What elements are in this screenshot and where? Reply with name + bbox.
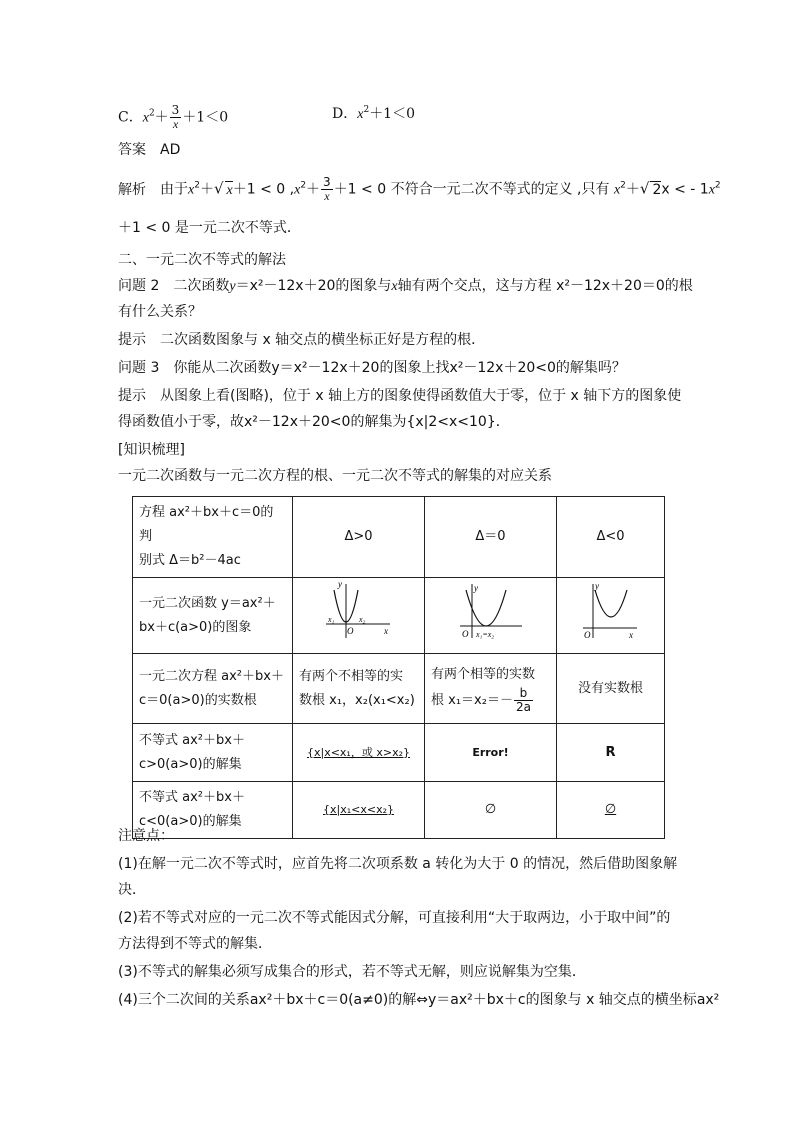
option-d: D．$x^2+1<0$ — [332, 105, 416, 122]
question-2-line-2: 有什么关系？ — [118, 304, 202, 320]
root-label-x2: x₂ — [358, 615, 365, 624]
analysis-line-2 — [118, 218, 301, 238]
analysis-line-1: 解析 由于$x^2+√$ x＋1 < 0 $,x^2+$ $\frac{3}{x}$ ＋1 < 0 不符合一元二次不等式的定义 ,只有 $x^2+√$ 2x < - $1x^2$ — [118, 175, 721, 203]
q3-eq: y＝x²－12x＋20 — [271, 360, 380, 376]
axis-label-x: x — [383, 626, 388, 636]
note-4-b: 的解⇔ — [388, 992, 428, 1008]
section-2-title: 二、一元二次不等式的解法 — [118, 252, 286, 268]
cell-text: 一元二次函数 y＝ax²＋ — [139, 595, 276, 611]
analysis-t2: ＋1 < 0 , — [232, 181, 295, 198]
option-d-label: D． — [332, 106, 358, 122]
option-c-tail: ＋1＜0 — [182, 109, 229, 126]
cell-text: 没有实数根 — [577, 680, 643, 696]
table-row — [133, 497, 665, 578]
table-cell — [425, 782, 557, 839]
analysis-label: 解析 — [118, 181, 146, 198]
hint-3-line-2 — [118, 412, 510, 432]
root-label-x1-x2: x₁=x₂ — [475, 630, 494, 639]
table-cell — [133, 578, 293, 654]
cell-text: 方程 ax²＋bx＋c＝0的判 — [139, 505, 274, 544]
axis-label-y: y — [473, 583, 478, 593]
table-cell — [557, 578, 665, 654]
table-cell — [293, 578, 425, 654]
table-cell — [425, 724, 557, 782]
note-2-line-1: (2)若不等式对应的一元二次不等式能因式分解，可直接利用“大于取两边，小于取中间”的 — [118, 910, 671, 926]
hint-2 — [118, 330, 485, 350]
origin-label: O — [583, 630, 590, 640]
cell-text: 根 x₁＝x₂＝－ — [431, 693, 513, 708]
option-c: C．$x^2+$ $\frac{3}{x}$ ＋1＜0 — [118, 103, 229, 131]
answer-value: AD — [160, 142, 181, 158]
table-row — [133, 782, 665, 839]
analysis-t5: ＋1 < 0 是一元二次不等式． — [118, 220, 301, 236]
cell-text: c<0(a>0)的解集 — [139, 814, 242, 829]
axis-label-y: y — [337, 582, 342, 589]
table-cell — [293, 654, 425, 724]
cell-text: R — [605, 744, 616, 760]
table-cell — [133, 497, 293, 578]
parabola-one-root-graph — [456, 582, 526, 640]
note-1-line-2: 决． — [118, 882, 146, 898]
q2-t1: 二次函数 — [173, 278, 230, 294]
note-4-eq2: y＝ax²＋bx＋c — [427, 992, 526, 1008]
q3-t3: 的解集吗？ — [555, 360, 626, 376]
table-cell — [133, 724, 293, 782]
hint-3-line-1 — [118, 386, 681, 406]
analysis-t1: 由于 — [160, 181, 188, 198]
axis-label-y: y — [594, 582, 599, 591]
note-3: (3)不等式的解集必须写成集合的形式，若不等式无解，则应说解集为空集． — [118, 964, 586, 980]
cell-text: 不等式 ax²＋bx＋ — [139, 790, 245, 805]
note-4-c: 的图象与 x 轴交点的横坐标 — [525, 992, 697, 1008]
cell-text: Δ＝0 — [475, 529, 506, 544]
note-1-line-1: (1)在解一元二次不等式时，应首先将二次项系数 a 转化为大于 0 的情况，然后借助图象解 — [118, 856, 678, 872]
option-d-tail: ＋1＜0 — [369, 106, 416, 122]
table-row — [133, 578, 665, 654]
cell-text: 一元二次方程 ax²＋bx＋ — [139, 668, 284, 684]
origin-label: O — [346, 626, 353, 636]
note-4-a: (4)三个二次间的关系 — [118, 992, 250, 1008]
q3-eq2: x²－12x＋20<0 — [449, 360, 556, 376]
answer-line — [118, 140, 180, 160]
cell-text: Δ<0 — [596, 529, 625, 544]
hint-3-line1: 从图象上看(图略)，位于 x 轴上方的图象使得函数值大于零，位于 x 轴下方的图象使 — [160, 388, 682, 404]
q2-t2: 的图象与 — [335, 278, 392, 294]
q2-eq: ＝x²－12x＋20 — [235, 278, 336, 294]
hint-3-line2b: 的解集为{x|2<x<10}． — [350, 414, 510, 430]
table-row — [133, 654, 665, 724]
notes-title: 注意点： — [118, 828, 174, 844]
table-cell — [425, 578, 557, 654]
cell-text: ∅ — [604, 802, 617, 817]
question-3 — [118, 358, 626, 378]
parabola-two-roots-graph — [324, 582, 394, 640]
table-cell — [557, 782, 665, 839]
root-label-x1: x₁ — [327, 615, 334, 624]
note-4-d: ax² — [696, 992, 720, 1008]
note-4 — [118, 990, 719, 1010]
table-cell — [133, 654, 293, 724]
table-cell — [557, 654, 665, 724]
q2-t3: 轴有两个交点，这与方程 — [397, 278, 552, 294]
q3-t2: 的图象上找 — [379, 360, 450, 376]
cell-text: Error! — [472, 745, 509, 759]
note-4-eq: ax²＋bx＋c＝0(a≠0) — [249, 992, 389, 1008]
table-cell — [293, 724, 425, 782]
origin-label: O — [461, 629, 468, 639]
table-cell — [293, 782, 425, 839]
q2-eq2: x²－12x＋20＝0 — [556, 278, 665, 294]
answer-label: 答案 — [118, 142, 146, 158]
cell-text: {x|x<x₁，或 x>x₂} — [306, 745, 410, 759]
cell-text: Δ>0 — [344, 529, 373, 544]
axis-label-x: x — [628, 630, 633, 640]
q2-t4: 的根 — [664, 278, 693, 294]
hint-3-label: 提示 — [118, 388, 146, 404]
cell-text: 不等式 ax²＋bx＋ — [139, 732, 245, 748]
fraction-numerator: b — [514, 687, 533, 701]
table-row — [133, 724, 665, 782]
question-3-label: 问题 3 — [118, 360, 160, 376]
table-caption: 一元二次函数与一元二次方程的根、一元二次不等式的解集的对应关系 — [118, 468, 552, 484]
question-2-label: 问题 2 — [118, 278, 160, 294]
cell-text: {x|x₁<x<x₂} — [323, 803, 394, 816]
cell-text: bx＋c(a>0)的图象 — [139, 619, 252, 635]
hint-3-line2a: 得函数值小于零，故 — [118, 414, 244, 430]
question-2-line-1: 问题 2 二次函数y＝x²－12x＋20的图象与x轴有两个交点，这与方程 x²－12x＋20＝0的根 — [118, 278, 693, 294]
relationship-table — [132, 496, 665, 839]
cell-text: 有两个不相等的实 — [299, 668, 404, 684]
cell-text: ∅ — [484, 802, 497, 817]
parabola-no-root-graph — [581, 582, 641, 640]
fraction-3-over-x: $\frac{3}{x}$ — [171, 103, 180, 131]
table-cell — [425, 654, 557, 724]
option-c-label: C． — [118, 109, 143, 126]
fraction-denominator: 2a — [515, 700, 531, 714]
cell-text: c＝0(a>0)的实数根 — [139, 692, 257, 708]
cell-text: c>0(a>0)的解集 — [139, 756, 242, 772]
knowledge-title: [知识梳理] — [118, 442, 185, 458]
table-cell — [293, 497, 425, 578]
note-2-line-2: 方法得到不等式的解集． — [118, 936, 272, 952]
cell-text: 数根 x₁，x₂(x₁<x₂) — [299, 692, 415, 708]
hint-3-line2eq: x²－12x＋20<0 — [244, 414, 351, 430]
table-cell — [425, 497, 557, 578]
cell-text: 有两个相等的实数 — [431, 667, 536, 682]
table-cell — [557, 497, 665, 578]
q3-t1: 你能从二次函数 — [173, 360, 272, 376]
table-cell — [557, 724, 665, 782]
hint-2-text: 二次函数图象与 x 轴交点的横坐标正好是方程的根． — [160, 332, 486, 348]
analysis-t3: ＋1 < 0 不符合一元二次不等式的定义 ,只有 — [333, 181, 610, 198]
analysis-t4: x < - 1 — [661, 181, 709, 198]
cell-text: 别式 Δ＝b²－4ac — [139, 553, 241, 568]
hint-2-label: 提示 — [118, 332, 146, 348]
